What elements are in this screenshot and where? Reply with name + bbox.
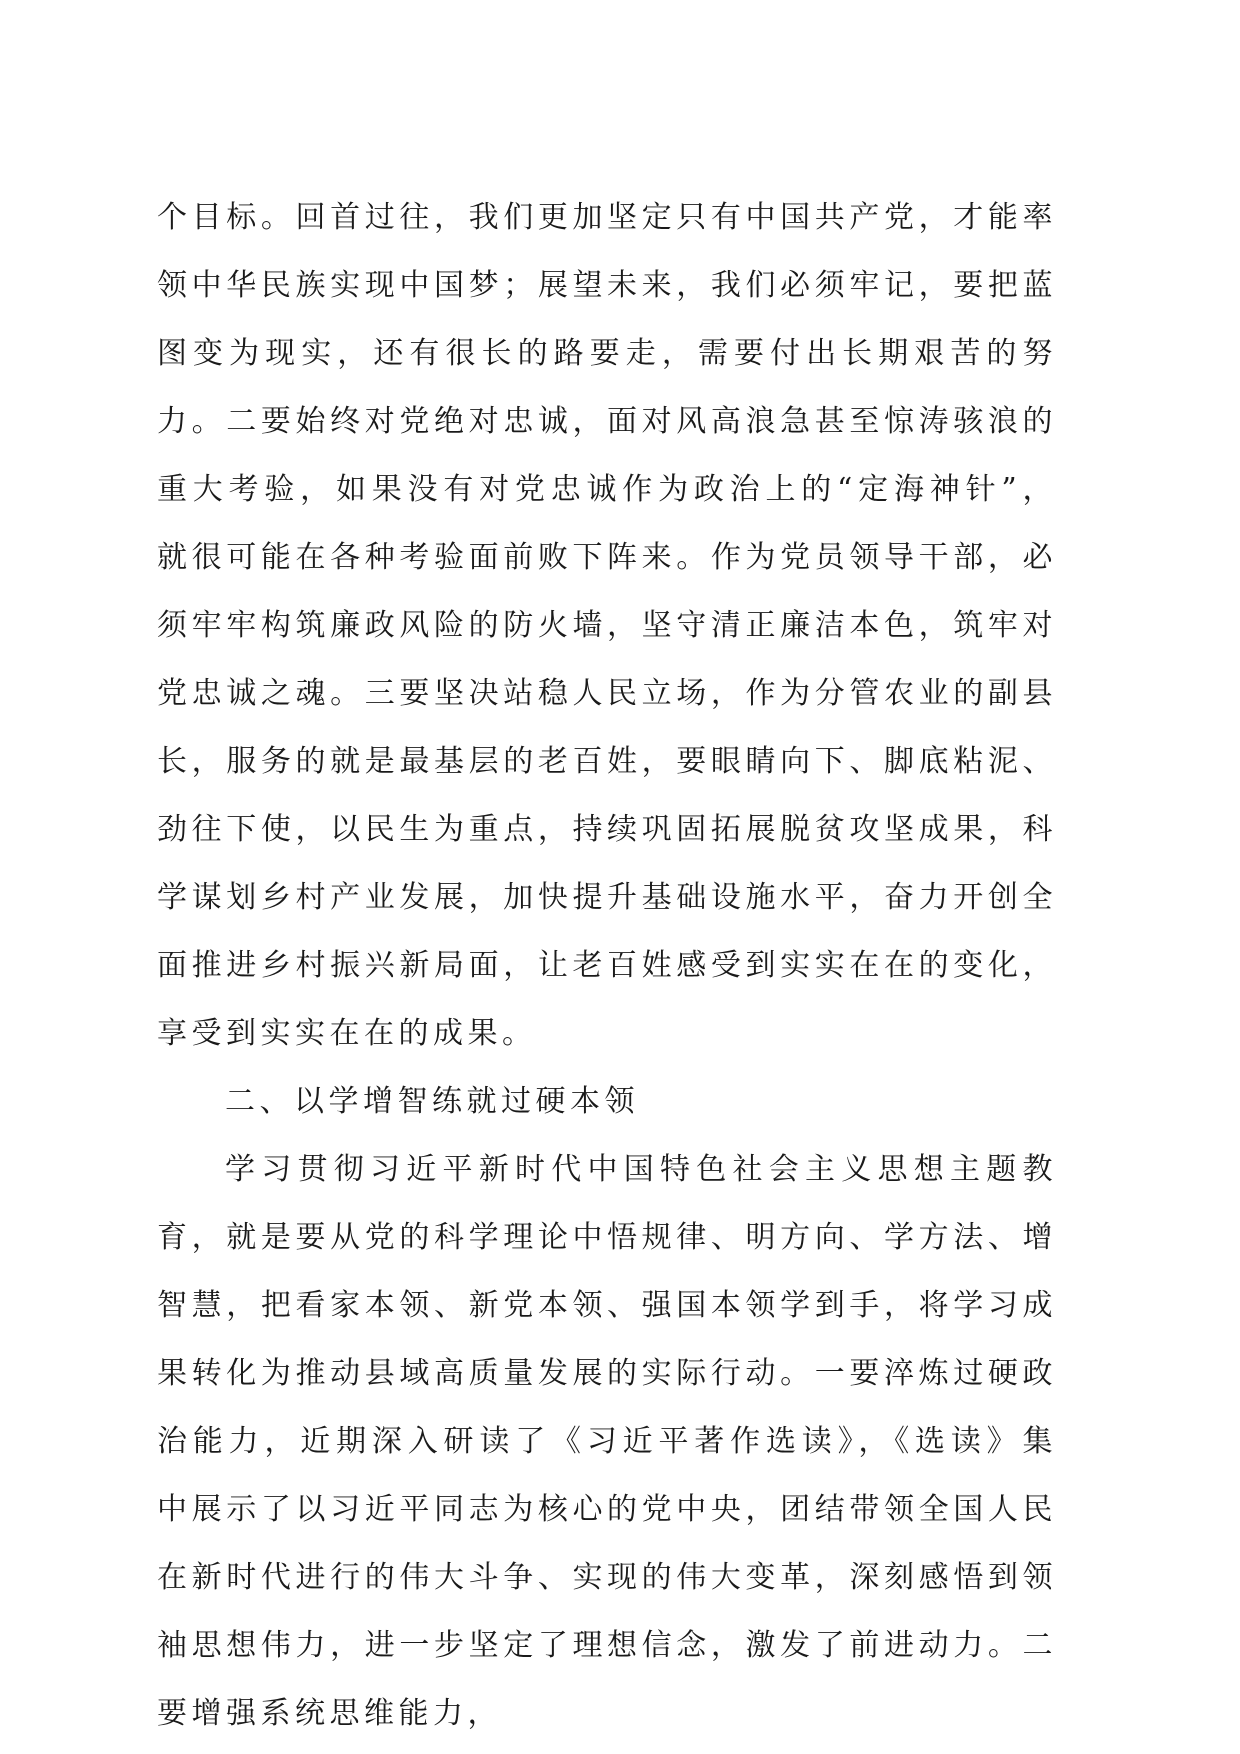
- section-heading: 二、以学增智练就过硬本领: [225, 1084, 639, 1119]
- document-body: [157, 184, 1057, 1748]
- paragraph-study: 学习贯彻习近平新时代中国特色社会主义思想主题教育，就是要从党的科学理论中悟规律、明方向、学方法、增智慧，把看家本领、新党本领、强国本领学到手，将学习成果转化为推动县域高质量发展的实际行动。一要淬炼过硬政治能力，近期深入研读了《习近平著作选读》，《选读》集中展示了以习近平同志为核心的党中央，团结带领全国人民在新时代进行的伟大斗争、实现的伟大变革，深刻感悟到领袖思想伟力，进一步坚定了理想信念，激发了前进动力。二要增强系统思维能力，: [157, 1152, 1057, 1731]
- paragraph-continued: 个目标。回首过往，我们更加坚定只有中国共产党，才能率领中华民族实现中国梦；展望未来，我们必须牢记，要把蓝图变为现实，还有很长的路要走，需要付出长期艰苦的努力。二要始终对党绝对忠诚，面对风高浪急甚至惊涛骇浪的重大考验，如果没有对党忠诚作为政治上的“定海神针”，就很可能在各种考验面前败下阵来。作为党员领导干部，必须牢牢构筑廉政风险的防火墙，坚守清正廉洁本色，筑牢对党忠诚之魂。三要坚决站稳人民立场，作为分管农业的副县长，服务的就是最基层的老百姓，要眼睛向下、脚底粘泥、劲往下使，以民生为重点，持续巩固拓展脱贫攻坚成果，科学谋划乡村产业发展，加快提升基础设施水平，奋力开创全面推进乡村振兴新局面，让老百姓感受到实实在在的变化，享受到实实在在的成果。: [157, 200, 1057, 1051]
